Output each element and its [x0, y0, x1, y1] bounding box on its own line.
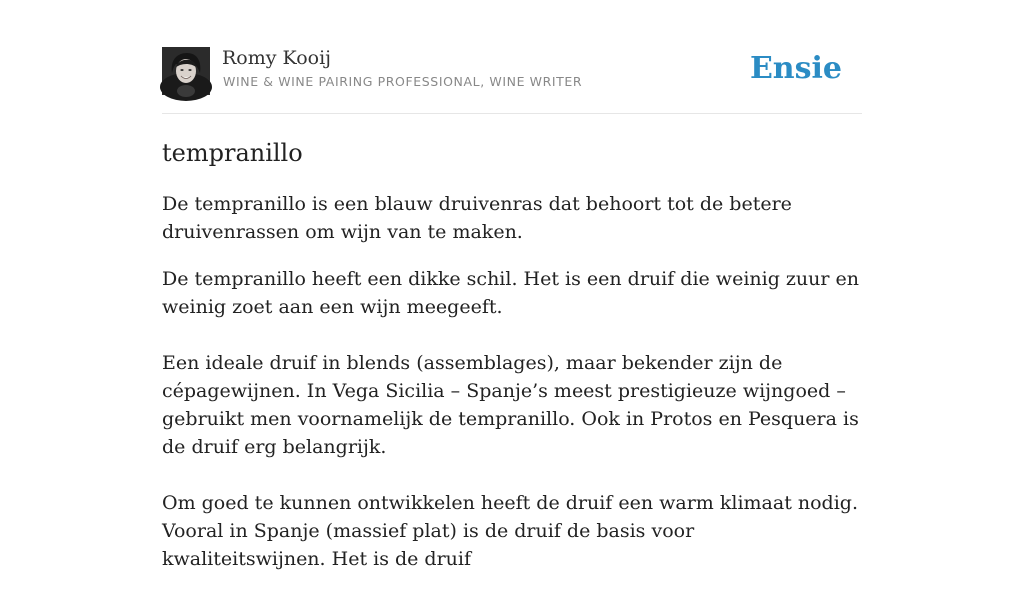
entry-paragraph: Een ideale druif in blends (assemblages), maar bekender zijn de cépagewijnen. In Vega Sicilia – Spanje’s meest prestigieuze wijngoed – gebruikt men voornamelijk de tempranillo. Ook in Protos en Pesquera is de druif erg belangrijk. [162, 352, 859, 458]
entry-paragraph: Om goed te kunnen ontwikkelen heeft de druif een warm klimaat nodig. Vooral in Spanje (massief plat) is de druif de basis voor kwaliteitswijnen. Het is de druif [162, 492, 858, 570]
author-header [162, 46, 862, 96]
entry-paragraph: De tempranillo is een blauw druivenras dat behoort tot de betere druivenrassen om wijn van te maken. [162, 193, 792, 243]
avatar-portrait-icon [162, 47, 210, 95]
brand-logo[interactable]: Ensie [749, 51, 842, 86]
author-role: WINE & WINE PAIRING PROFESSIONAL, WINE WRITER [223, 74, 583, 89]
entry-page [162, 0, 862, 570]
author-name[interactable]: Romy Kooij [222, 47, 332, 69]
header-divider [162, 113, 862, 114]
entry-paragraph: De tempranillo heeft een dikke schil. Het is een druif die weinig zuur en weinig zoet aan een wijn meegeeft. [162, 268, 859, 318]
entry-body [162, 190, 862, 592]
author-avatar[interactable] [162, 47, 210, 95]
entry-title: tempranillo [162, 139, 303, 167]
